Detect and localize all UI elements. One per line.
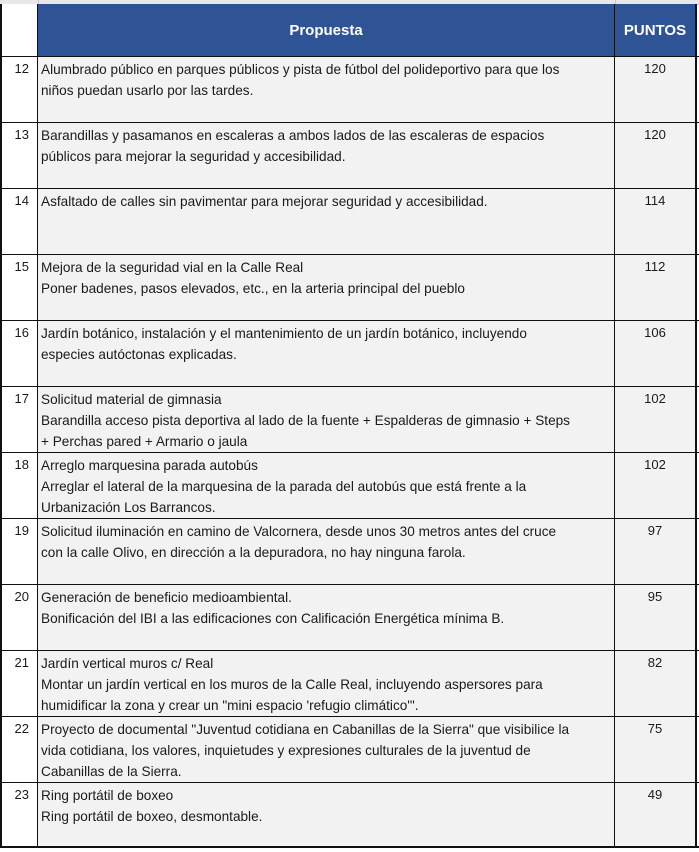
table-row[interactable]: [0, 320, 699, 386]
proposal-cell[interactable]: [38, 321, 615, 386]
points-cell[interactable]: 75: [615, 717, 697, 782]
proposal-text-line: Barandilla acceso pista deportiva al lado de la fuente + Espalderas de gimnasio + Steps: [41, 413, 570, 428]
points-cell[interactable]: 82: [615, 651, 697, 716]
row-index-cell[interactable]: 15: [0, 255, 38, 320]
proposal-text-line: + Perchas pared + Armario o jaula: [41, 434, 248, 449]
points-cell[interactable]: 112: [615, 255, 697, 320]
proposals-table: [0, 4, 699, 848]
table-header: [0, 4, 699, 56]
row-index-cell[interactable]: 12: [0, 57, 38, 122]
proposal-cell[interactable]: [38, 519, 615, 584]
proposal-text-line: Alumbrado público en parques públicos y pista de fútbol del polideportivo para que los: [41, 62, 560, 77]
proposal-text-line: Mejora de la seguridad vial en la Calle Real: [41, 260, 304, 275]
proposal-cell[interactable]: [38, 453, 615, 518]
points-column-header[interactable]: PUNTOS: [615, 4, 697, 56]
proposal-cell[interactable]: [38, 585, 615, 650]
proposal-text-line: Arreglo marquesina parada autobús: [41, 458, 258, 473]
proposal-text-line: Solicitud material de gimnasia: [41, 392, 222, 407]
points-cell[interactable]: 120: [615, 123, 697, 188]
proposal-text-line: humidificar la zona y crear un "mini espacio 'refugio climático'".: [41, 698, 419, 713]
proposal-text-line: Ring portátil de boxeo: [41, 788, 174, 803]
index-header-cell: [0, 4, 38, 56]
row-index-cell[interactable]: 18: [0, 453, 38, 518]
proposal-text-line: Arreglar el lateral de la marquesina de la parada del autobús que está frente a la: [41, 479, 527, 494]
proposal-text-line: Cabanillas de la Sierra.: [41, 764, 182, 779]
points-cell[interactable]: 114: [615, 189, 697, 254]
proposal-cell[interactable]: [38, 783, 615, 846]
proposal-text-line: Proyecto de documental "Juventud cotidiana en Cabanillas de la Sierra" que visibilice la: [41, 722, 570, 737]
proposal-text-line: Solicitud iluminación en camino de Valcornera, desde unos 30 metros antes del cruce: [41, 524, 557, 539]
proposal-cell[interactable]: [38, 123, 615, 188]
row-index-cell[interactable]: 23: [0, 783, 38, 846]
table-row[interactable]: [0, 122, 699, 188]
table-row[interactable]: [0, 386, 699, 452]
proposal-text-line: Ring portátil de boxeo, desmontable.: [41, 809, 263, 824]
points-cell[interactable]: 102: [615, 453, 697, 518]
proposal-text-line: Jardín botánico, instalación y el mantenimiento de un jardín botánico, incluyendo: [41, 326, 527, 341]
row-index-cell[interactable]: 19: [0, 519, 38, 584]
proposal-text-line: Montar un jardín vertical en los muros de la Calle Real, incluyendo aspersores para: [41, 677, 543, 692]
points-cell[interactable]: 120: [615, 57, 697, 122]
proposal-cell[interactable]: [38, 717, 615, 782]
proposal-cell[interactable]: [38, 255, 615, 320]
proposal-cell[interactable]: [38, 651, 615, 716]
row-index-cell[interactable]: 16: [0, 321, 38, 386]
proposal-text-line: con la calle Olivo, en dirección a la depuradora, no hay ninguna farola.: [41, 545, 466, 560]
row-index-cell[interactable]: 22: [0, 717, 38, 782]
proposal-text-line: Jardín vertical muros c/ Real: [41, 656, 214, 671]
points-cell[interactable]: 102: [615, 387, 697, 452]
proposal-text-line: públicos para mejorar la seguridad y accesibilidad.: [41, 149, 346, 164]
proposal-text-line: Asfaltado de calles sin pavimentar para mejorar seguridad y accesibilidad.: [41, 194, 488, 209]
proposal-text-line: vida cotidiana, los valores, inquietudes y expresiones culturales de la juventud de: [41, 743, 531, 758]
table-body: [0, 56, 699, 848]
proposal-text-line: Urbanización Los Barrancos.: [41, 500, 216, 515]
table-row[interactable]: [0, 188, 699, 254]
table-row[interactable]: [0, 254, 699, 320]
proposal-text-line: Poner badenes, pasos elevados, etc., en la arteria principal del pueblo: [41, 281, 465, 296]
table-row[interactable]: [0, 650, 699, 716]
table-row[interactable]: [0, 716, 699, 782]
points-cell[interactable]: 95: [615, 585, 697, 650]
proposal-column-header[interactable]: Propuesta: [38, 4, 615, 56]
row-index-cell[interactable]: 14: [0, 189, 38, 254]
row-index-cell[interactable]: 17: [0, 387, 38, 452]
proposal-cell[interactable]: [38, 57, 615, 122]
points-cell[interactable]: 49: [615, 783, 697, 846]
points-cell[interactable]: 106: [615, 321, 697, 386]
row-index-cell[interactable]: 21: [0, 651, 38, 716]
proposal-text-line: niños puedan usarlo por las tardes.: [41, 83, 254, 98]
proposal-text-line: Bonificación del IBI a las edificaciones con Calificación Energética mínima B.: [41, 611, 505, 626]
row-index-cell[interactable]: 20: [0, 585, 38, 650]
proposal-cell[interactable]: [38, 189, 615, 254]
row-index-cell[interactable]: 13: [0, 123, 38, 188]
table-row[interactable]: [0, 782, 699, 848]
table-row[interactable]: [0, 56, 699, 122]
table-row[interactable]: [0, 518, 699, 584]
proposal-text-line: Barandillas y pasamanos en escaleras a ambos lados de las escaleras de espacios: [41, 128, 545, 143]
points-cell[interactable]: 97: [615, 519, 697, 584]
proposal-text-line: Generación de beneficio medioambiental.: [41, 590, 292, 605]
table-row[interactable]: [0, 584, 699, 650]
proposal-cell[interactable]: [38, 387, 615, 452]
proposal-text-line: especies autóctonas explicadas.: [41, 347, 237, 362]
table-row[interactable]: [0, 452, 699, 518]
